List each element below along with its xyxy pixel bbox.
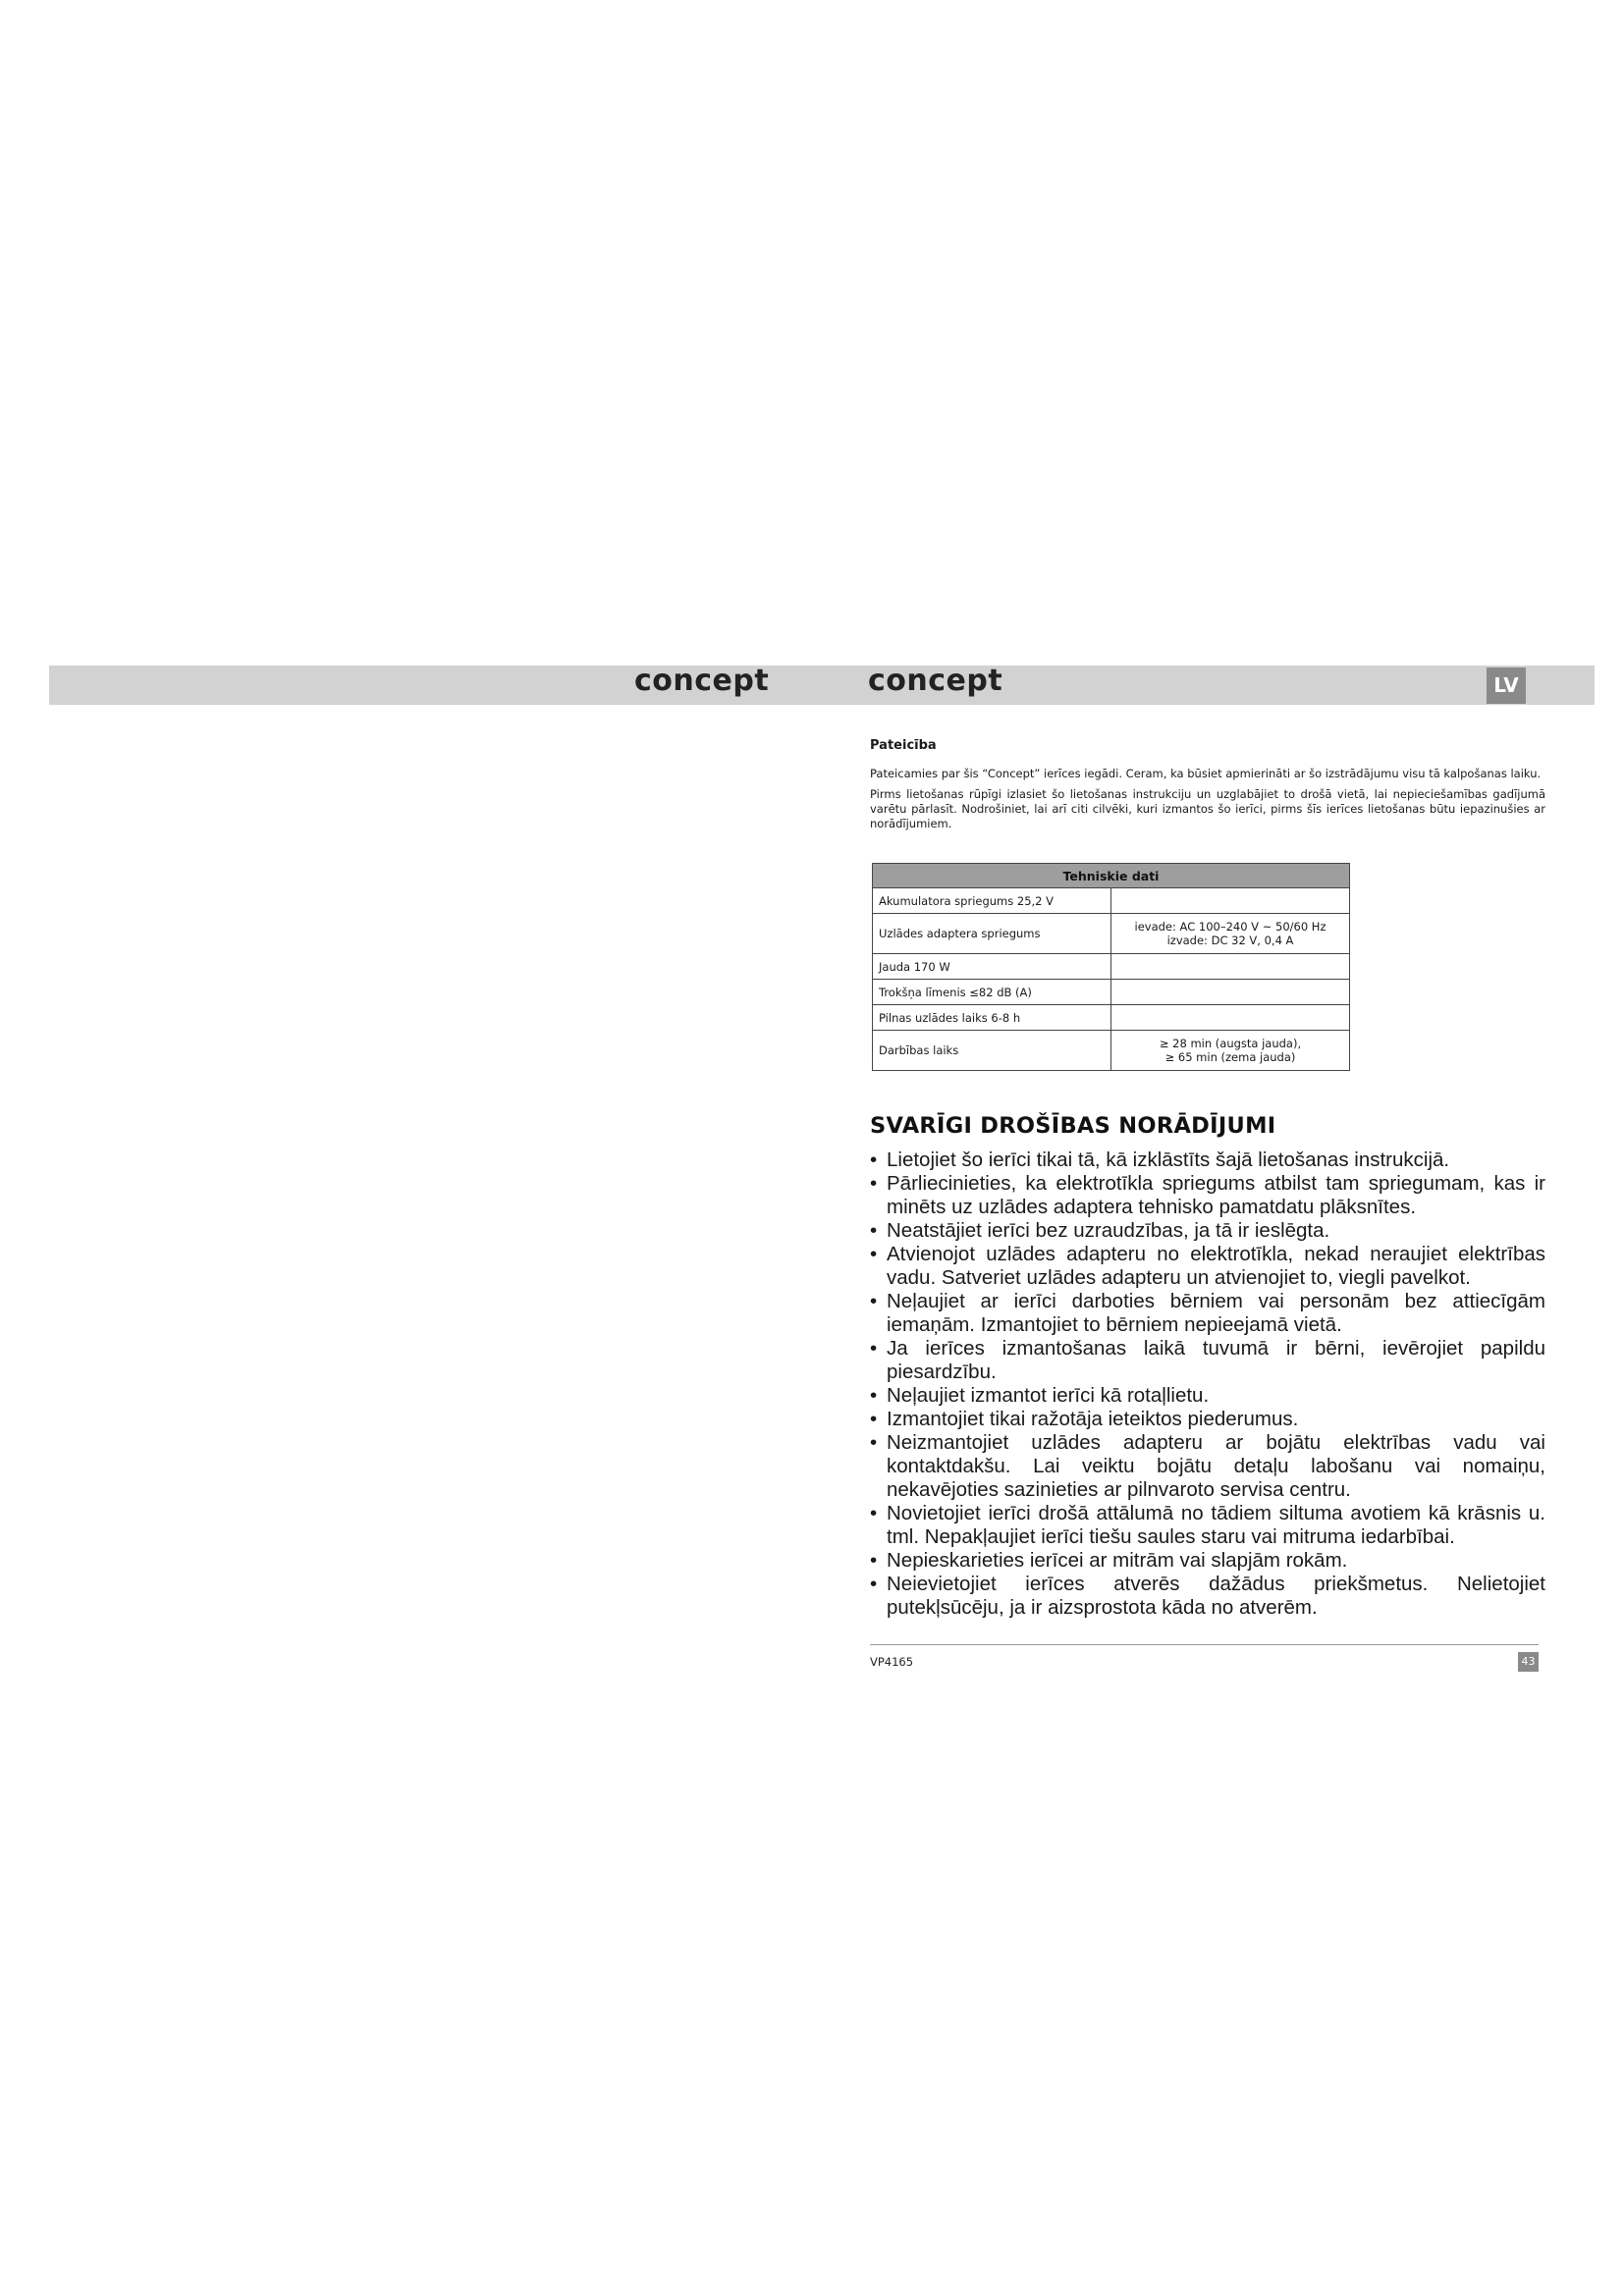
spec-row: [873, 954, 1350, 980]
footer-divider: [870, 1644, 1539, 1645]
spec-row: [873, 914, 1350, 954]
spec-row: [873, 980, 1350, 1005]
intro-paragraph-2: Pirms lietošanas rūpīgi izlasiet šo lietošanas instrukciju un uzglabājiet to drošā vietā, lai nepieciešamības gadījumā varētu pārlasīt. Nodrošiniet, lai arī citi cilvēki, kuri izmantos šo ierīci, pirms šīs ierīces lietošanas būtu iepazinušies ar norādījumiem.: [870, 787, 1545, 830]
model-code: VP4165: [870, 1655, 914, 1669]
safety-item: • Neievietojiet ierīces atverēs dažādus priekšmetus. Nelietojiet putekļsūcēju, ja ir aizsprostota kāda no atverēm.: [870, 1573, 1545, 1620]
language-badge: LV: [1487, 667, 1526, 704]
spec-label: Darbības laiks: [873, 1031, 1111, 1071]
safety-item: • Neizmantojiet uzlādes adapteru ar bojātu elektrības vadu vai kontaktdakšu. Lai veiktu bojātu detaļu labošanu vai nomaiņu, nekavējoties sazinieties ar pilnvaroto servisa centru.: [870, 1431, 1545, 1502]
safety-item: • Neļaujiet izmantot ierīci kā rotaļlietu.: [870, 1384, 1545, 1408]
page-content: [870, 738, 1545, 1620]
spec-value: [1111, 954, 1350, 980]
spec-label: Jauda 170 W: [873, 954, 1111, 980]
safety-item: • Neatstājiet ierīci bez uzraudzības, ja tā ir ieslēgta.: [870, 1219, 1545, 1243]
safety-item: • Pārliecinieties, ka elektrotīkla spriegums atbilst tam spriegumam, kas ir minēts uz uzlādes adaptera tehnisko pamatdatu plāksnītes.: [870, 1172, 1545, 1219]
spec-label: Uzlādes adaptera spriegums: [873, 914, 1111, 954]
spec-value-line: ievade: AC 100–240 V ~ 50/60 Hz: [1134, 920, 1326, 934]
spec-row: [873, 1005, 1350, 1031]
spec-label: Akumulatora spriegums 25,2 V: [873, 888, 1111, 914]
safety-item: • Lietojiet šo ierīci tikai tā, kā izklāstīts šajā lietošanas instrukcijā.: [870, 1148, 1545, 1172]
spec-value-line: ≥ 28 min (augsta jauda),: [1159, 1037, 1302, 1050]
safety-item: • Novietojiet ierīci drošā attālumā no tādiem siltuma avotiem kā krāsnis u. tml. Nepakļaujiet ierīci tiešu saules staru vai mitruma iedarbībai.: [870, 1502, 1545, 1549]
brand-logo-left: concept: [634, 664, 770, 698]
safety-instructions-list: [870, 1148, 1545, 1620]
safety-item: • Atvienojot uzlādes adapteru no elektrotīkla, nekad neraujiet elektrības vadu. Satveriet uzlādes adapteru un atvienojiet to, viegli pavelkot.: [870, 1243, 1545, 1290]
spec-value: [1111, 1005, 1350, 1031]
safety-item: • Nepieskarieties ierīcei ar mitrām vai slapjām rokām.: [870, 1549, 1545, 1573]
spec-value: [1111, 1031, 1350, 1071]
spec-value-line: izvade: DC 32 V, 0,4 A: [1166, 934, 1294, 947]
spec-value: [1111, 914, 1350, 954]
spec-value: [1111, 888, 1350, 914]
header-bar: [49, 666, 1595, 705]
brand-logo-right: concept: [868, 664, 1003, 698]
spec-table-header-row: [873, 864, 1350, 888]
safety-item: • Neļaujiet ar ierīci darboties bērniem vai personām bez attiecīgām iemaņām. Izmantojiet to bērniem nepieejamā vietā.: [870, 1290, 1545, 1337]
safety-title: SVARĪGI DROŠĪBAS NORĀDĪJUMI: [870, 1113, 1276, 1139]
intro-paragraph-1: Pateicamies par šis “Concept” ierīces iegādi. Ceram, ka būsiet apmierināti ar šo izstrādājumu visu tā kalpošanas laiku.: [870, 767, 1542, 780]
spec-row: [873, 1031, 1350, 1071]
spec-row: [873, 888, 1350, 914]
page-number: 43: [1518, 1652, 1539, 1672]
safety-item: • Izmantojiet tikai ražotāja ieteiktos piederumus.: [870, 1408, 1545, 1431]
intro-title: Pateicība: [870, 738, 937, 753]
technical-specs-table: [872, 863, 1350, 1071]
spec-value-line: ≥ 65 min (zema jauda): [1164, 1050, 1296, 1064]
safety-item: • Ja ierīces izmantošanas laikā tuvumā ir bērni, ievērojiet papildu piesardzību.: [870, 1337, 1545, 1384]
spec-label: Pilnas uzlādes laiks 6-8 h: [873, 1005, 1111, 1031]
spec-value: [1111, 980, 1350, 1005]
spec-table-header: Tehniskie dati: [873, 864, 1350, 888]
spec-label: Trokšņa līmenis ≤82 dB (A): [873, 980, 1111, 1005]
